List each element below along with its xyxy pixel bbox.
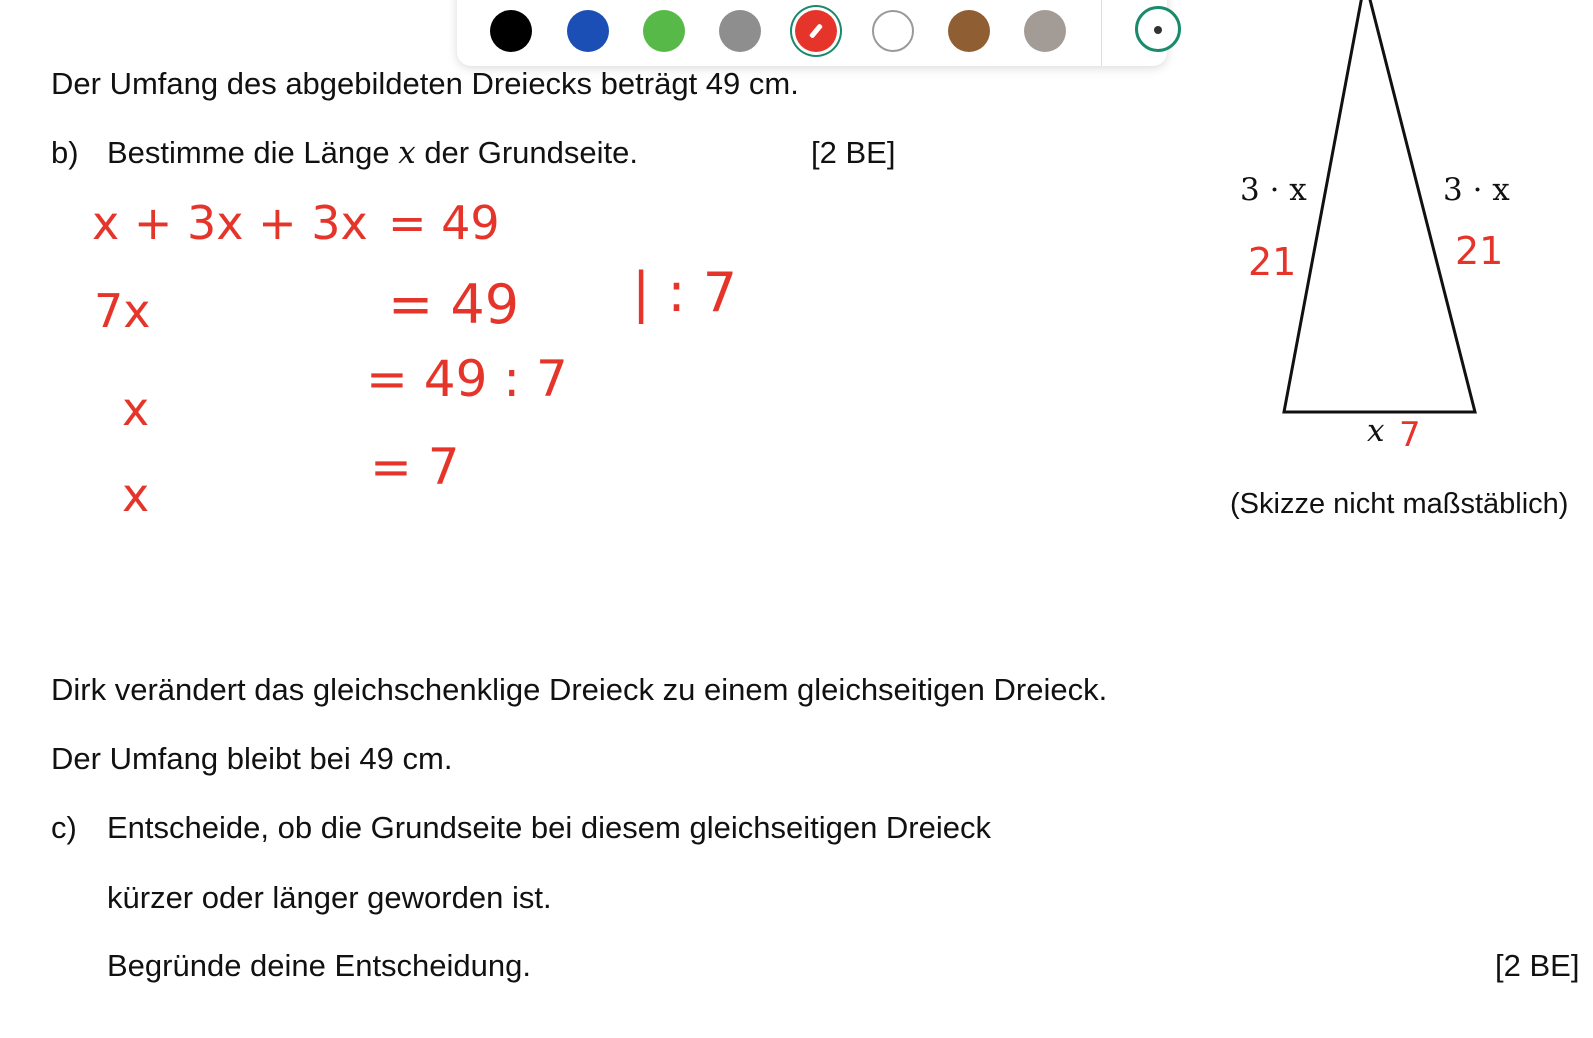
handwriting-line2-operation: | : 7 — [632, 261, 738, 324]
task-c-context-line1: Dirk verändert das gleichschenklige Dreieck zu einem gleichseitigen Dreieck. — [51, 672, 1108, 707]
handwriting-line3-right: = 49 : 7 — [366, 350, 568, 408]
task-b-text-after: der Grundseite. — [415, 135, 638, 170]
handwriting-figure-right: 21 — [1455, 229, 1504, 273]
task-c-points: [2 BE] — [1495, 948, 1580, 983]
task-c-context-line2: Der Umfang bleibt bei 49 cm. — [51, 741, 453, 776]
handwriting-line4-right: = 7 — [370, 438, 460, 496]
task-c-line1: Entscheide, ob die Grundseite bei diesem gleichseitigen Dreieck — [107, 810, 991, 845]
task-b-label: b) — [51, 135, 79, 170]
task-c-line2: kürzer oder länger geworden ist. — [107, 880, 552, 915]
handwriting-line2-left: 7x — [94, 284, 151, 338]
figure-caption: (Skizze nicht maßstäblich) — [1230, 488, 1569, 520]
task-c-label: c) — [51, 810, 77, 845]
handwriting-line2-right: = 49 — [388, 273, 520, 336]
handwriting-figure-left: 21 — [1248, 240, 1297, 284]
task-b-points: [2 BE] — [811, 135, 896, 170]
task-c-line3: Begründe deine Entscheidung. — [107, 948, 531, 983]
task-b-variable: x — [398, 135, 416, 171]
triangle-base-label: x — [1367, 413, 1385, 449]
handwriting-line1-left: x + 3x + 3x — [92, 196, 368, 250]
handwriting-line4-left: x — [122, 468, 150, 522]
handwriting-line1-right: = 49 — [388, 196, 500, 250]
handwriting-figure-base: 7 — [1399, 415, 1421, 455]
triangle-left-side-label: 3 · x — [1240, 172, 1307, 208]
triangle-right-side-label: 3 · x — [1443, 172, 1510, 208]
task-b-text-before: Bestimme die Länge — [107, 135, 399, 170]
handwriting-line3-left: x — [122, 382, 150, 436]
task-intro: Der Umfang des abgebildeten Dreiecks beträgt 49 cm. — [51, 66, 799, 101]
